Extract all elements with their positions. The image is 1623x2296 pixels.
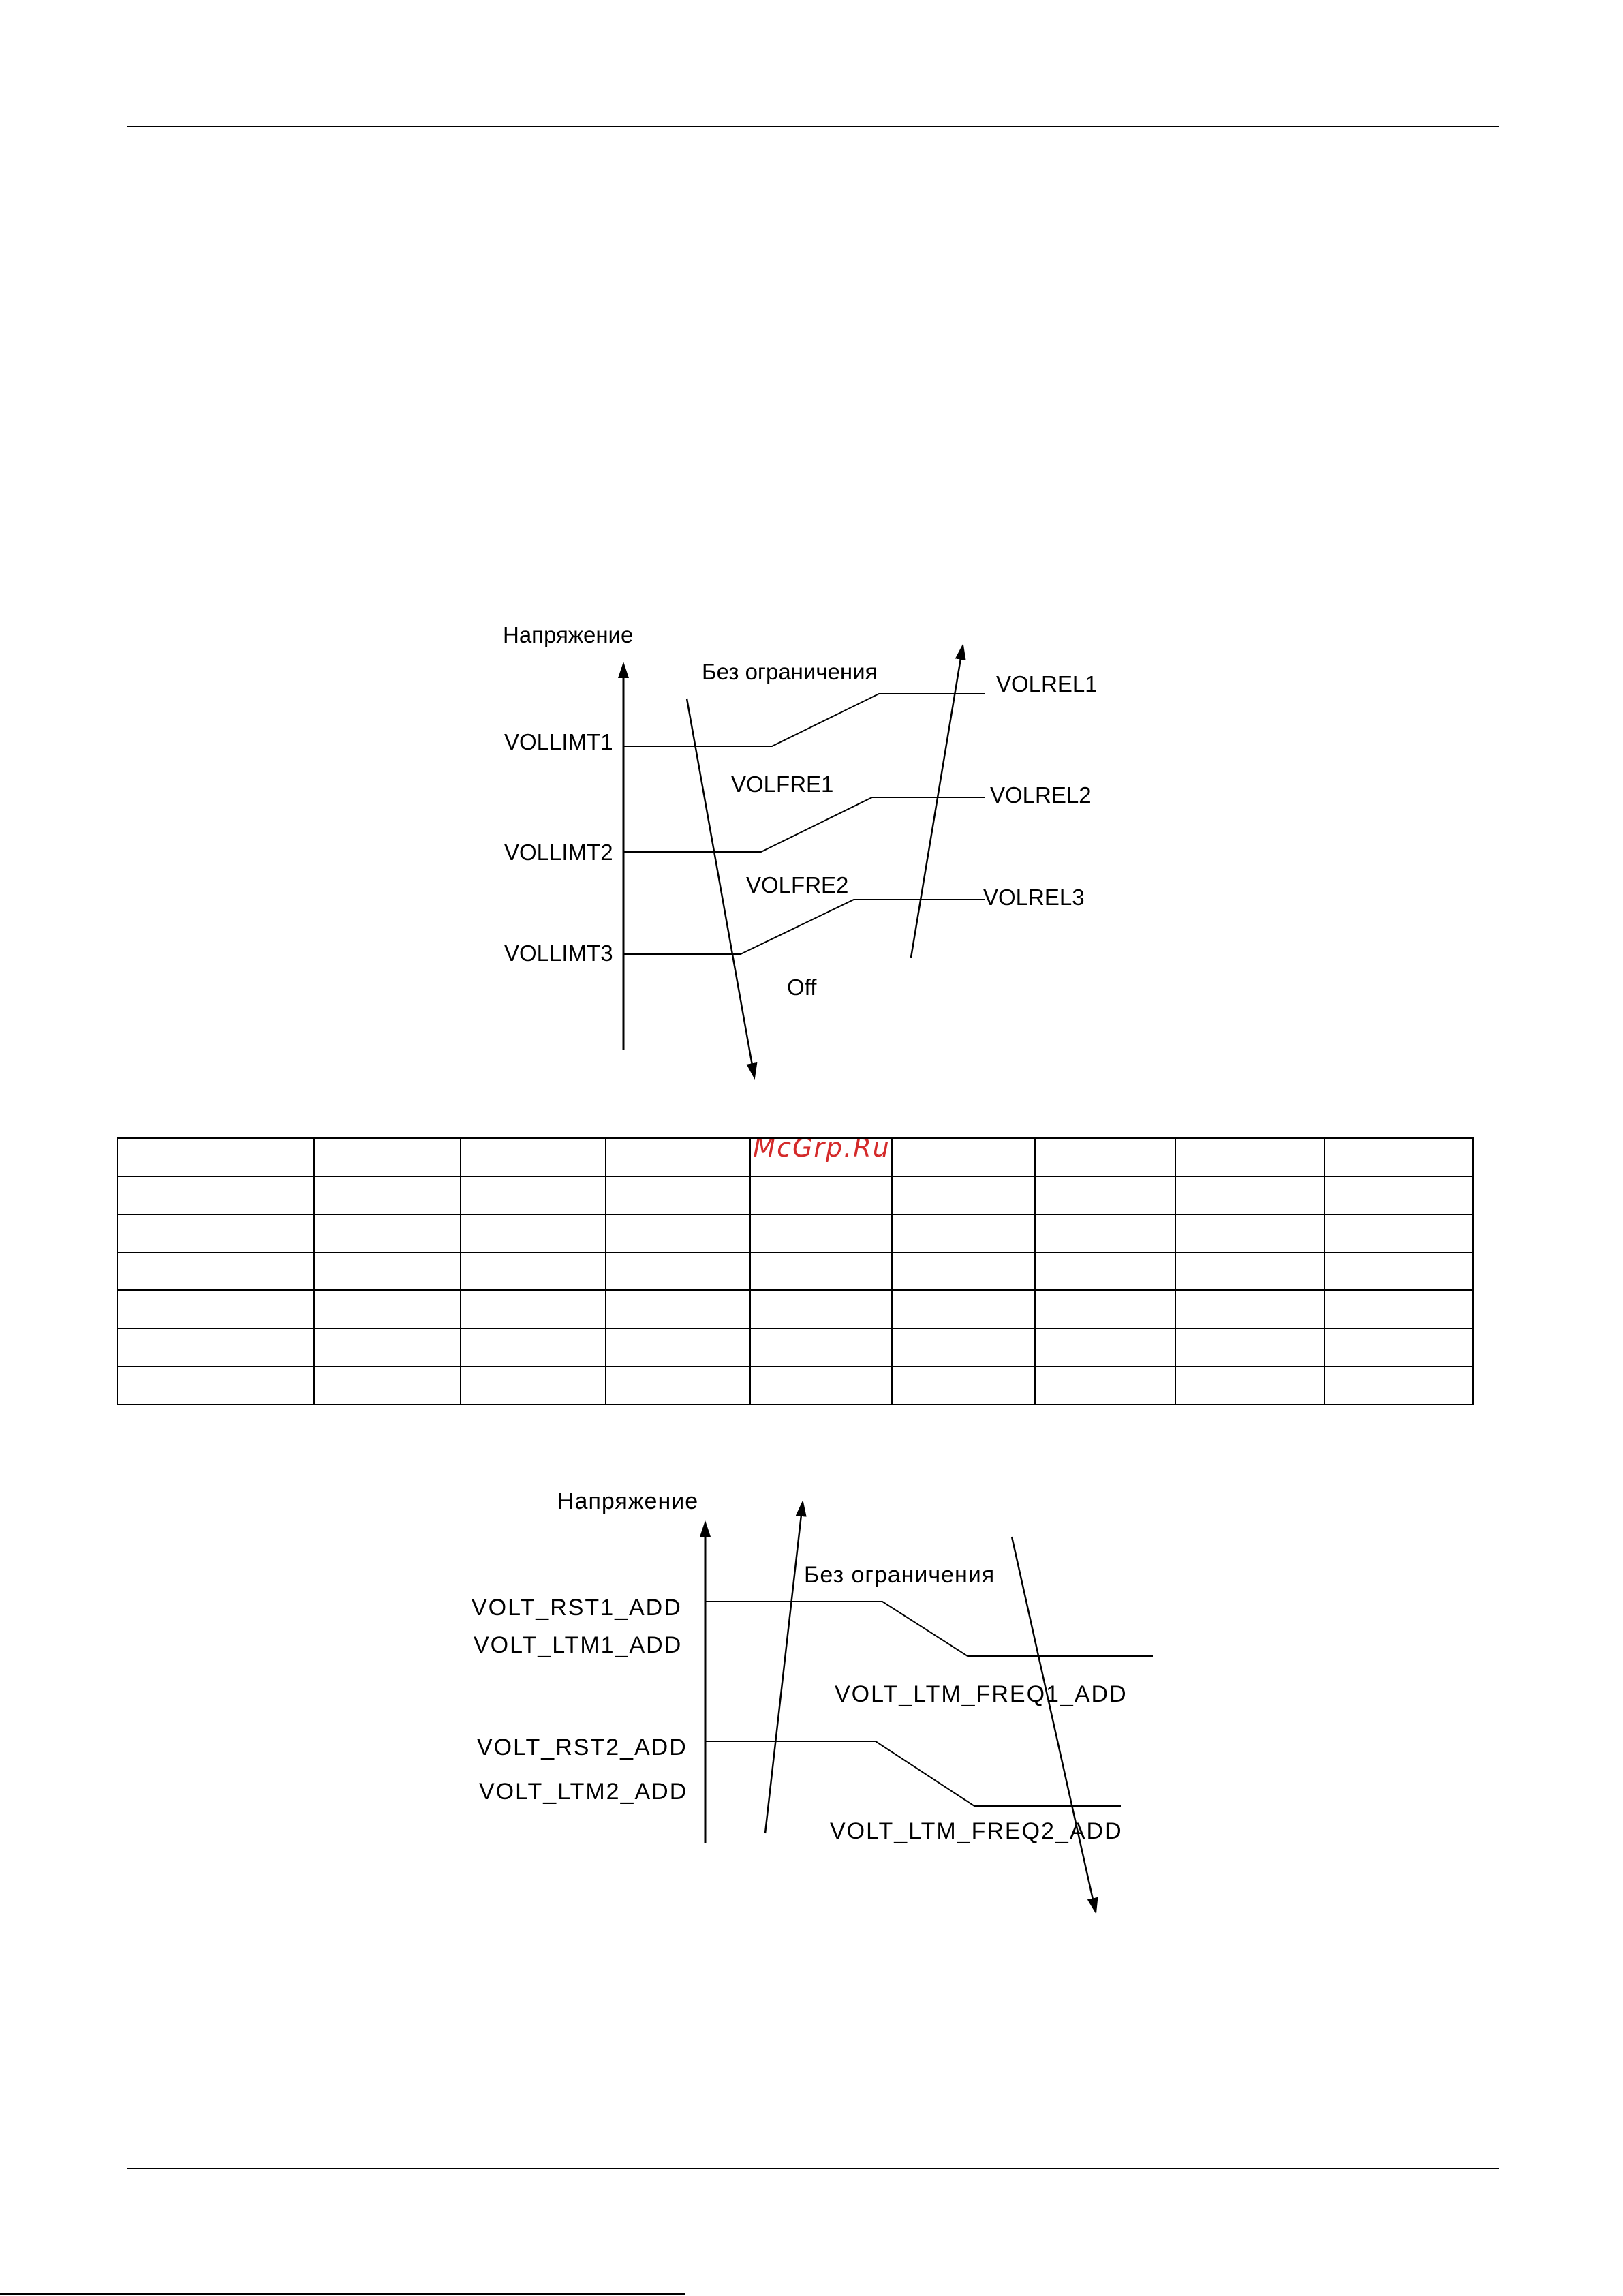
- frequency-label-2: VOLFRE2: [746, 872, 849, 898]
- off-label: Off: [787, 975, 817, 1000]
- ltm-freq2-label: VOLT_LTM_FREQ2_ADD: [830, 1818, 1123, 1844]
- no-limit-label: Без ограничения: [702, 659, 878, 684]
- release-label-2: VOLREL2: [990, 782, 1092, 808]
- down-arrow-2: [1012, 1537, 1096, 1912]
- rst2-label: VOLT_RST2_ADD: [477, 1734, 687, 1760]
- ltm2-label: VOLT_LTM2_ADD: [479, 1779, 688, 1805]
- release-label-3: VOLREL3: [983, 885, 1085, 910]
- no-limit-label: Без ограничения: [804, 1562, 995, 1588]
- ltm1-label: VOLT_LTM1_ADD: [474, 1632, 683, 1658]
- watermark: McGrp.Ru: [753, 1133, 891, 1163]
- limit-label-2: VOLLIMT2: [504, 840, 613, 865]
- limit-curve-2: [705, 1741, 1121, 1806]
- limit-label-1: VOLLIMT1: [504, 729, 613, 754]
- frequency-label-1: VOLFRE1: [731, 771, 834, 797]
- rst1-label: VOLT_RST1_ADD: [472, 1595, 682, 1621]
- limit-label-3: VOLLIMT3: [504, 940, 613, 966]
- axis-label: Напряжение: [557, 1488, 699, 1514]
- up-arrow-2: [765, 1503, 803, 1833]
- ltm-freq1-label: VOLT_LTM_FREQ1_ADD: [835, 1681, 1128, 1707]
- release-label-1: VOLREL1: [996, 671, 1098, 697]
- limit-curve-1: [705, 1602, 1153, 1656]
- axis-label: Напряжение: [503, 622, 634, 647]
